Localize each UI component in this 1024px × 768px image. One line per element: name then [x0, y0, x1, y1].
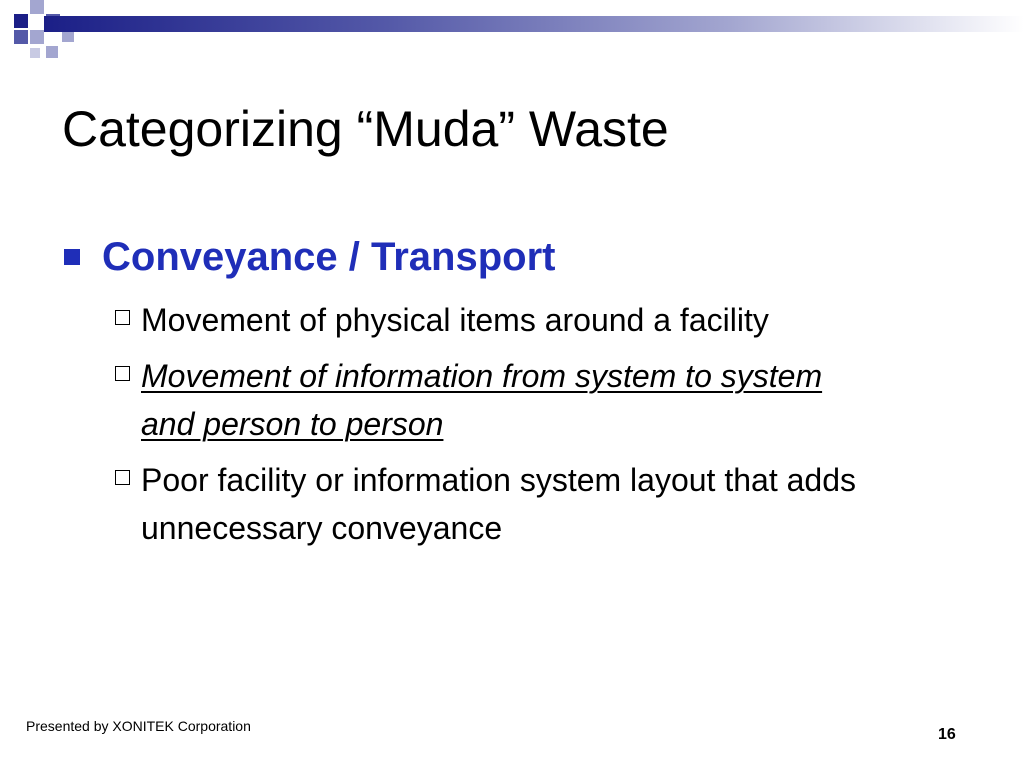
- sub-bullet-text: Movement of physical items around a facility: [141, 302, 769, 338]
- main-bullet: [62, 232, 555, 282]
- hollow-square-bullet-icon: [115, 470, 130, 485]
- deco-square: [30, 48, 40, 58]
- deco-square: [46, 46, 58, 58]
- deco-square: [14, 14, 28, 28]
- sub-bullet: [115, 296, 965, 344]
- deco-square: [30, 0, 44, 14]
- sub-bullet-text: Poor facility or information system layout that adds unnecessary conveyance: [141, 462, 856, 546]
- hollow-square-bullet-icon: [115, 366, 130, 381]
- sub-bullet: [115, 456, 955, 552]
- deco-gradient-bar: [44, 16, 1024, 32]
- hollow-square-bullet-icon: [115, 310, 130, 325]
- sub-bullet: [115, 352, 875, 448]
- deco-square: [30, 30, 44, 44]
- footer-text: Presented by XONITEK Corporation: [26, 718, 251, 734]
- page-number: 16: [938, 726, 956, 743]
- main-bullet-text: Conveyance / Transport: [102, 235, 556, 279]
- slide-title: Categorizing “Muda” Waste: [62, 101, 669, 157]
- header-decoration: [0, 0, 1024, 70]
- square-bullet-icon: [64, 249, 80, 265]
- deco-square: [14, 30, 28, 44]
- sub-bullet-text: Movement of information from system to system and person to person: [141, 358, 823, 442]
